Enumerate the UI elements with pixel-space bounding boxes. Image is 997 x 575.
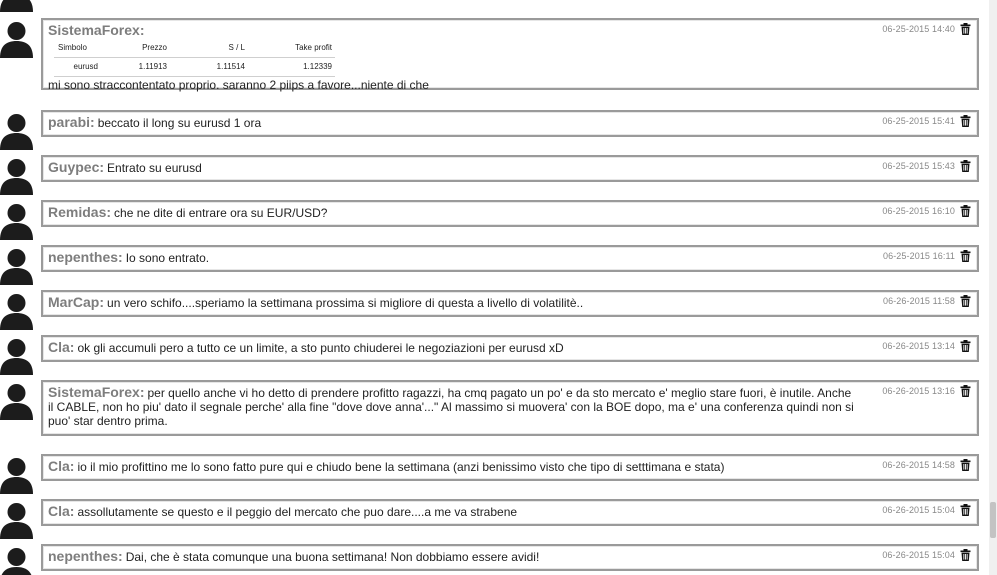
- default-user-avatar-icon: [0, 290, 33, 330]
- message-bubble: [41, 335, 979, 362]
- message-timestamp: 06-26-2015 13:16: [882, 386, 955, 396]
- scrollbar-thumb[interactable]: [990, 502, 996, 538]
- message-bubble: [41, 110, 979, 137]
- trash-icon[interactable]: [960, 295, 971, 307]
- default-user-avatar-icon: [0, 544, 33, 575]
- avatar: [0, 155, 33, 195]
- avatar: [0, 0, 33, 12]
- message-author[interactable]: nepenthes:: [48, 249, 123, 265]
- message-bubble: [41, 18, 979, 90]
- message-bubble: [41, 499, 979, 526]
- quote-cell-symbol: eurusd: [54, 58, 101, 77]
- message-text: mi sono straccontentato proprio. saranno 2 piips a favore...niente di che: [48, 78, 429, 92]
- quote-cell-price: 1.11913: [101, 58, 170, 77]
- message-content: [48, 295, 859, 310]
- trash-icon[interactable]: [960, 549, 971, 561]
- default-user-avatar-icon: [0, 380, 33, 420]
- message-timestamp: 06-26-2015 11:58: [883, 296, 955, 306]
- message-content: [48, 549, 859, 564]
- message-content: [48, 160, 859, 175]
- message-timestamp: 06-25-2015 15:41: [882, 116, 955, 126]
- message-author[interactable]: SistemaForex:: [48, 22, 145, 38]
- message-author[interactable]: Cla:: [48, 339, 75, 355]
- message-bubble: [41, 290, 979, 317]
- message-timestamp: 06-26-2015 14:58: [882, 460, 955, 470]
- quote-header-stop-loss: S / L: [170, 39, 248, 58]
- message-meta: [882, 549, 971, 561]
- message-author[interactable]: MarCap:: [48, 294, 105, 310]
- message-timestamp: 06-25-2015 16:11: [883, 251, 955, 261]
- avatar: [0, 110, 33, 150]
- message-content: [48, 385, 859, 428]
- default-user-avatar-icon: [0, 200, 33, 240]
- default-user-avatar-icon: [0, 0, 33, 12]
- message-bubble: [41, 155, 979, 182]
- message-meta: [882, 340, 971, 352]
- message-content: [48, 504, 859, 519]
- message-text: che ne dite di entrare ora su EUR/USD?: [114, 206, 328, 220]
- trash-icon[interactable]: [960, 115, 971, 127]
- trash-icon[interactable]: [960, 504, 971, 516]
- quote-cell-take-profit: 1.12339: [248, 58, 335, 77]
- message-text: assollutamente se questo e il peggio del mercato che puo dare....a me va strabene: [77, 505, 518, 519]
- quote-cell-stop-loss: 1.11514: [170, 58, 248, 77]
- message-author[interactable]: Cla:: [48, 458, 75, 474]
- scrollbar[interactable]: [989, 0, 997, 575]
- message-author[interactable]: Remidas:: [48, 204, 112, 220]
- message-bubble: [41, 245, 979, 272]
- quote-header-symbol: Simbolo: [54, 39, 101, 58]
- trash-icon[interactable]: [960, 385, 971, 397]
- message-timestamp: 06-26-2015 15:04: [882, 550, 955, 560]
- trash-icon[interactable]: [960, 205, 971, 217]
- message-meta: [882, 23, 971, 35]
- message-author[interactable]: Guypec:: [48, 159, 105, 175]
- trash-icon[interactable]: [960, 23, 971, 35]
- trash-icon[interactable]: [960, 459, 971, 471]
- message-meta: [882, 205, 971, 217]
- trash-icon[interactable]: [960, 250, 971, 262]
- default-user-avatar-icon: [0, 499, 33, 539]
- avatar: [0, 200, 33, 240]
- message-text: Entrato su eurusd: [107, 161, 202, 175]
- message-author[interactable]: SistemaForex:: [48, 384, 145, 400]
- message-meta: [882, 160, 971, 172]
- quote-header-take-profit: Take profit: [248, 39, 335, 58]
- avatar: [0, 245, 33, 285]
- avatar: [0, 544, 33, 575]
- message-meta: [882, 115, 971, 127]
- message-text: Io sono entrato.: [125, 251, 210, 265]
- default-user-avatar-icon: [0, 110, 33, 150]
- message-content: [48, 340, 859, 355]
- message-author[interactable]: nepenthes:: [48, 548, 123, 564]
- default-user-avatar-icon: [0, 454, 33, 494]
- message-meta: [882, 459, 971, 471]
- message-content: [48, 23, 859, 92]
- message-content: [48, 459, 859, 474]
- quote-header-price: Prezzo: [101, 39, 170, 58]
- trash-icon[interactable]: [960, 340, 971, 352]
- message-content: [48, 250, 859, 265]
- message-text: beccato il long su eurusd 1 ora: [97, 116, 262, 130]
- message-text: ok gli accumuli pero a tutto ce un limite, a sto punto chiuderei le negoziazioni per eurusd xD: [77, 341, 564, 355]
- message-bubble: [41, 544, 979, 571]
- avatar: [0, 335, 33, 375]
- default-user-avatar-icon: [0, 155, 33, 195]
- message-text: Dai, che è stata comunque una buona settimana! Non dobbiamo essere avidi!: [125, 550, 540, 564]
- message-timestamp: 06-26-2015 15:04: [882, 505, 955, 515]
- avatar: [0, 499, 33, 539]
- message-meta: [883, 295, 971, 307]
- message-timestamp: 06-25-2015 15:43: [882, 161, 955, 171]
- message-text: io il mio profittino me lo sono fatto pure qui e chiudo bene la settimana (anzi benissimo visto che tipo di setttimana e stata): [77, 460, 725, 474]
- message-bubble: [41, 380, 979, 436]
- avatar: [0, 18, 33, 58]
- message-timestamp: 06-25-2015 16:10: [882, 206, 955, 216]
- avatar: [0, 454, 33, 494]
- message-meta: [882, 385, 971, 397]
- message-meta: [882, 504, 971, 516]
- table-row: [54, 58, 335, 77]
- default-user-avatar-icon: [0, 18, 33, 58]
- message-bubble: [41, 454, 979, 481]
- message-content: [48, 115, 859, 130]
- message-text: per quello anche vi ho detto di prendere profitto ragazzi, ha cmq pagato un po' e da sto mercato e' meglio stare fuori, è inutile. Anche il CABLE, non ho piu' dato il segnale perche' alla fine "dove dove anna'..." Al massimo si muovera' con la BOE dopo, ma e' una conferenza quindi non si puo' star dentro prima.: [48, 386, 854, 428]
- message-content: [48, 205, 859, 220]
- message-bubble: [41, 200, 979, 227]
- default-user-avatar-icon: [0, 245, 33, 285]
- quote-table: [54, 39, 335, 77]
- message-text: un vero schifo....speriamo la settimana prossima si migliore di questa a livello di volatilitè..: [107, 296, 584, 310]
- message-timestamp: 06-25-2015 14:40: [882, 24, 955, 34]
- avatar: [0, 290, 33, 330]
- avatar: [0, 380, 33, 420]
- default-user-avatar-icon: [0, 335, 33, 375]
- trash-icon[interactable]: [960, 160, 971, 172]
- message-author[interactable]: Cla:: [48, 503, 75, 519]
- message-timestamp: 06-26-2015 13:14: [882, 341, 955, 351]
- message-author[interactable]: parabi:: [48, 114, 95, 130]
- message-meta: [883, 250, 971, 262]
